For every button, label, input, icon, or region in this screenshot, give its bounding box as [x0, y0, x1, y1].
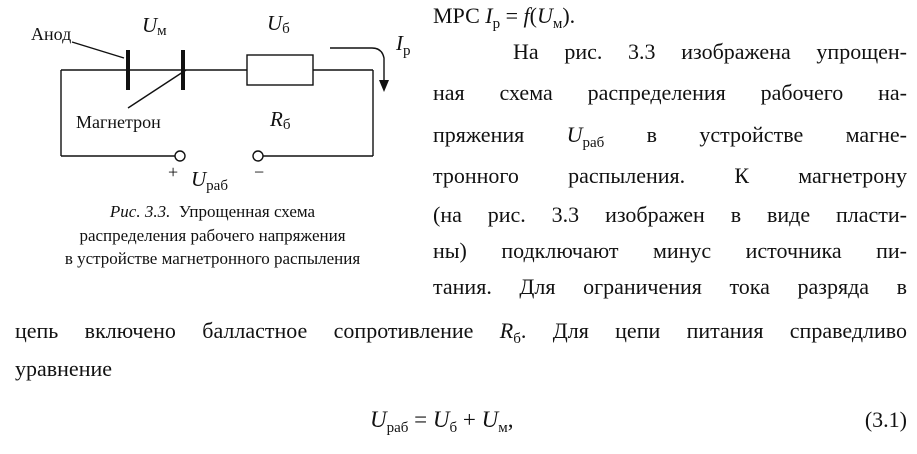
text-line-1: На рис. 3.3 изображена упрощен- — [513, 39, 907, 64]
magnetron-plate — [181, 50, 185, 90]
equation-3-1: $U_{раб} = U_б + U_м$, — [370, 407, 514, 436]
text-line-4: тронного распыления. К магнетрону — [433, 163, 907, 188]
text-line-8: цепь включено балластное сопротивление $R_б$. Для цепи питания справедливо — [15, 318, 907, 347]
label-plus: + — [168, 162, 179, 182]
current-arrow-path — [330, 48, 384, 80]
text-line-0: МРС $I_р = f(U_м)$. — [433, 3, 576, 32]
caption-lead: Рис. 3.3. — [109, 202, 171, 221]
caption-line-3: в устройстве магнетронного распыления — [64, 249, 361, 268]
circuit-diagram — [0, 0, 430, 200]
equation-number: (3.1) — [864, 407, 907, 432]
anode-leader — [72, 42, 124, 58]
text-line-2: ная схема распределения рабочего на- — [433, 80, 907, 105]
figure-caption — [0, 200, 425, 271]
caption-line-2: распределения рабочего напряжения — [79, 225, 346, 245]
magnetron-leader — [128, 70, 186, 108]
text-line-7: тания. Для ограничения тока разряда в — [433, 274, 907, 299]
text-line-6: ны) подключают минус источника пи- — [433, 238, 907, 263]
current-arrow-head — [379, 80, 389, 92]
label-u-rab: Uраб — [191, 167, 228, 194]
text-line-5: (на рис. 3.3 изображен в виде пласти- — [433, 202, 907, 227]
resistor-rb — [247, 55, 313, 85]
label-r-b: Rб — [270, 107, 291, 133]
label-u-b: Uб — [267, 11, 290, 37]
text-line-3: пряжения $U_{раб}$ в устройстве магне- — [433, 122, 907, 151]
anode-plate — [126, 50, 130, 90]
label-magnetron: Магнетрон — [76, 112, 161, 132]
terminal-plus — [175, 151, 185, 161]
caption-line-1 — [0, 200, 425, 224]
label-anode: Анод — [31, 24, 72, 44]
text-line-9: уравнение — [15, 356, 113, 381]
caption-text-1: Упрощенная схема — [178, 202, 316, 221]
terminal-minus — [253, 151, 263, 161]
label-u-m: Uм — [142, 13, 167, 39]
label-minus: − — [254, 162, 265, 182]
label-i-p: $I_р$ — [396, 31, 411, 59]
